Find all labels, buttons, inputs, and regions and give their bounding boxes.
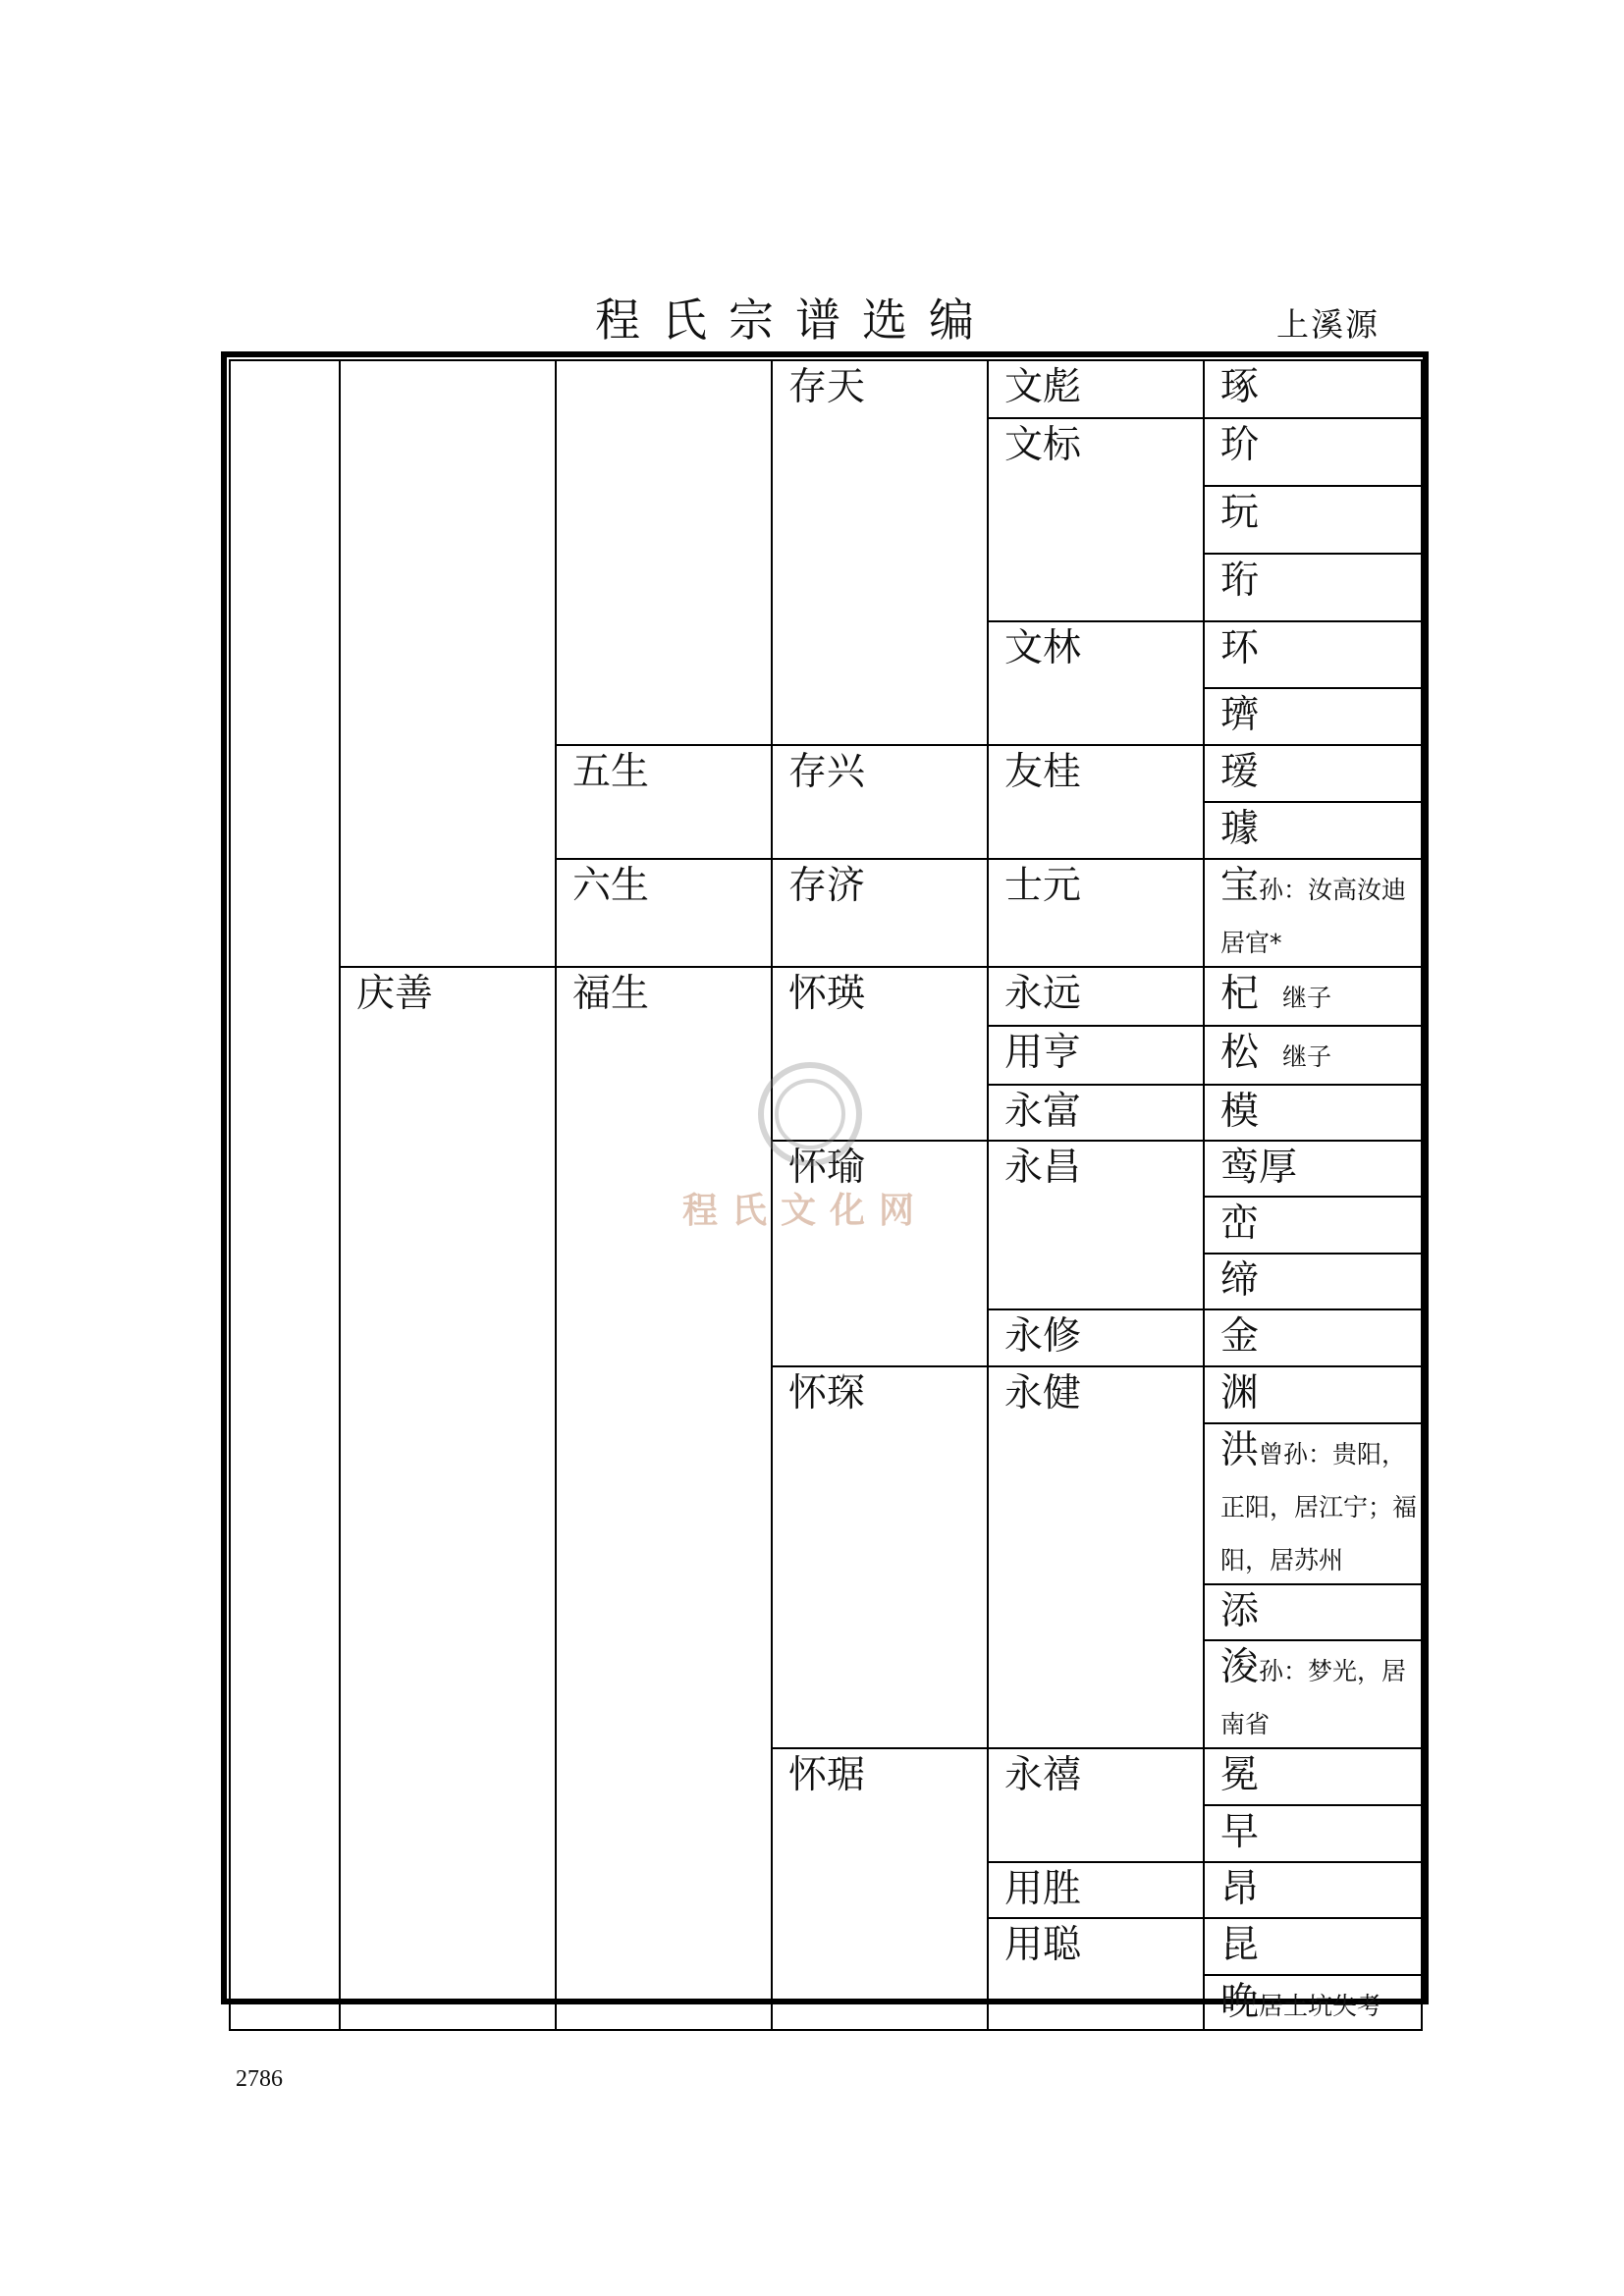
member-name: 昂 xyxy=(1204,1862,1422,1918)
member-note: 孙：汝高汝迪居官* xyxy=(1220,876,1407,957)
member-name: 文林 xyxy=(988,621,1204,745)
watermark-text: 程氏文化网 xyxy=(682,1190,929,1231)
member-cell xyxy=(1204,967,1422,1026)
generation-2-cell xyxy=(340,360,556,967)
member-note: 曾孙：贵阳，正阳，居江宁；福阳，居苏州 xyxy=(1220,1440,1418,1575)
member-cell xyxy=(1204,1026,1422,1085)
member-name: 环 xyxy=(1204,621,1422,688)
member-name: 用聪 xyxy=(988,1918,1204,2030)
member-name: 玩 xyxy=(1204,486,1422,554)
member-note: 继子 xyxy=(1282,984,1332,1012)
member-name: 玠 xyxy=(1204,418,1422,486)
member-cell xyxy=(1204,1423,1422,1584)
member-name: 渊 xyxy=(1204,1366,1422,1423)
member-name: 怀瑜 xyxy=(772,1141,988,1366)
generation-3-cell xyxy=(556,360,772,745)
member-name: 永富 xyxy=(988,1085,1204,1141)
member-name: 浚 xyxy=(1220,1645,1260,1689)
member-name: 士元 xyxy=(988,859,1204,967)
member-cell xyxy=(1204,1640,1422,1748)
member-name: 友桂 xyxy=(988,745,1204,859)
member-name: 珩 xyxy=(1204,554,1422,621)
watermark xyxy=(682,1055,967,1232)
generation-1-cell xyxy=(230,360,340,2030)
member-name: 六生 xyxy=(556,859,772,967)
member-note: 居土坑失考 xyxy=(1259,1992,1382,2020)
member-name: 文彪 xyxy=(988,360,1204,418)
member-name: 冕 xyxy=(1204,1748,1422,1805)
member-name: 琢 xyxy=(1204,360,1422,418)
member-name: 永禧 xyxy=(988,1748,1204,1862)
page-title: 程氏宗谱选编 xyxy=(595,294,996,347)
member-name: 五生 xyxy=(556,745,772,859)
member-name: 早 xyxy=(1204,1805,1422,1862)
member-name: 福生 xyxy=(556,967,772,2030)
branch-name: 上溪源 xyxy=(1276,305,1380,344)
member-name: 永修 xyxy=(988,1309,1204,1366)
member-name: 瑷 xyxy=(1204,745,1422,802)
member-name: 存兴 xyxy=(772,745,988,859)
member-name: 宝 xyxy=(1220,864,1260,908)
member-name: 永健 xyxy=(988,1366,1204,1748)
member-name: 文标 xyxy=(988,418,1204,621)
member-name: 用亨 xyxy=(988,1026,1204,1085)
member-name: 璾 xyxy=(1204,688,1422,745)
member-name: 峦 xyxy=(1204,1197,1422,1254)
member-name: 用胜 xyxy=(988,1862,1204,1918)
member-name: 模 xyxy=(1204,1085,1422,1141)
member-name: 金 xyxy=(1204,1309,1422,1366)
member-name: 永昌 xyxy=(988,1141,1204,1309)
member-name: 晚 xyxy=(1220,1980,1260,2024)
member-name: 松 xyxy=(1220,1031,1260,1075)
member-name: 怀瑛 xyxy=(772,967,988,1141)
member-name: 怀琛 xyxy=(772,1366,988,1748)
watermark-seal-icon xyxy=(751,1055,869,1173)
member-name: 添 xyxy=(1204,1584,1422,1640)
member-name: 存天 xyxy=(772,360,988,745)
member-name: 鸾厚 xyxy=(1204,1141,1422,1197)
member-cell xyxy=(1204,1975,1422,2030)
member-name: 昆 xyxy=(1204,1918,1422,1975)
member-name: 杞 xyxy=(1220,972,1260,1016)
member-note: 继子 xyxy=(1282,1042,1332,1071)
member-name: 洪 xyxy=(1220,1428,1260,1472)
member-cell xyxy=(1204,859,1422,967)
member-name: 璩 xyxy=(1204,802,1422,859)
member-name: 怀琚 xyxy=(772,1748,988,2030)
member-note: 孙：梦光，居南省 xyxy=(1220,1657,1407,1738)
member-name: 存济 xyxy=(772,859,988,967)
member-name: 永远 xyxy=(988,967,1204,1026)
page-number: 2786 xyxy=(236,2066,283,2092)
member-name: 庆善 xyxy=(340,967,556,2030)
member-name: 缔 xyxy=(1204,1254,1422,1309)
